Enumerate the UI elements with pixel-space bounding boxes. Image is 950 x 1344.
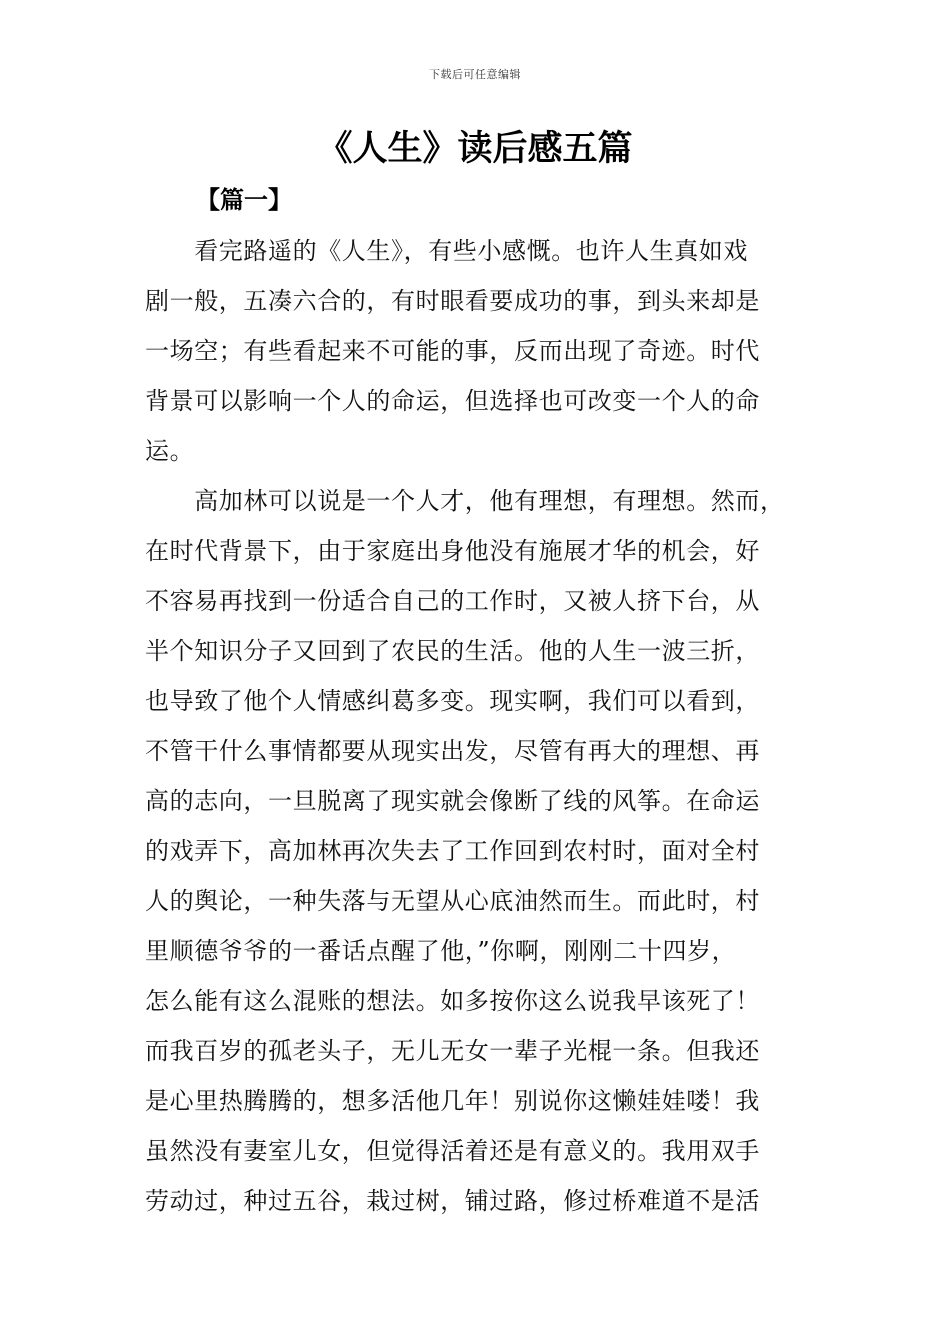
text-line: 怎么能有这么混账的想法。如多按你这么说我早该死了！ — [145, 987, 760, 1015]
text-line: 在时代背景下，由于家庭出身他没有施展才华的机会，好 — [145, 537, 760, 565]
section-label: 【篇一】 — [196, 186, 292, 214]
text-line: 高加林可以说是一个人才，他有理想，有理想。然而， — [145, 487, 785, 515]
text-line: 背景可以影响一个人的命运，但选择也可改变一个人的命 — [145, 387, 760, 415]
text-line: 劳动过，种过五谷，栽过树，铺过路，修过桥难道不是活 — [145, 1187, 760, 1215]
text-line: 半个知识分子又回到了农民的生活。他的人生一波三折， — [145, 637, 760, 665]
body-text — [145, 226, 815, 1226]
text-line: 也导致了他个人情感纠葛多变。现实啊，我们可以看到， — [145, 687, 760, 715]
text-line: 不管干什么事情都要从现实出发，尽管有再大的理想、再 — [145, 737, 760, 765]
text-line: 而我百岁的孤老头子，无儿无女一辈子光棍一条。但我还 — [145, 1037, 760, 1065]
text-line: 高的志向，一旦脱离了现实就会像断了线的风筝。在命运 — [145, 787, 760, 815]
text-line: 运。 — [145, 437, 195, 465]
text-line: 不容易再找到一份适合自己的工作时，又被人挤下台，从 — [145, 587, 760, 615]
text-line: 里顺德爷爷的一番话点醒了他，”你啊，刚刚二十四岁， — [145, 937, 737, 965]
text-line: 人的舆论，一种失落与无望从心底油然而生。而此时，村 — [145, 887, 760, 915]
document-title: 《人生》读后感五篇 — [317, 129, 633, 169]
text-line: 是心里热腾腾的，想多活他几年！别说你这懒娃娃喽！我 — [145, 1087, 760, 1115]
text-line: 虽然没有妻室儿女，但觉得活着还是有意义的。我用双手 — [145, 1137, 760, 1165]
text-line: 剧一般，五凑六合的，有时眼看要成功的事，到头来却是 — [145, 287, 760, 315]
header-note: 下载后可任意编辑 — [429, 68, 521, 81]
text-line: 的戏弄下，高加林再次失去了工作回到农村时，面对全村 — [145, 837, 760, 865]
text-line: 看完路遥的《人生》，有些小感慨。也许人生真如戏 — [145, 237, 748, 265]
text-line: 一场空；有些看起来不可能的事，反而出现了奇迹。时代 — [145, 337, 760, 365]
